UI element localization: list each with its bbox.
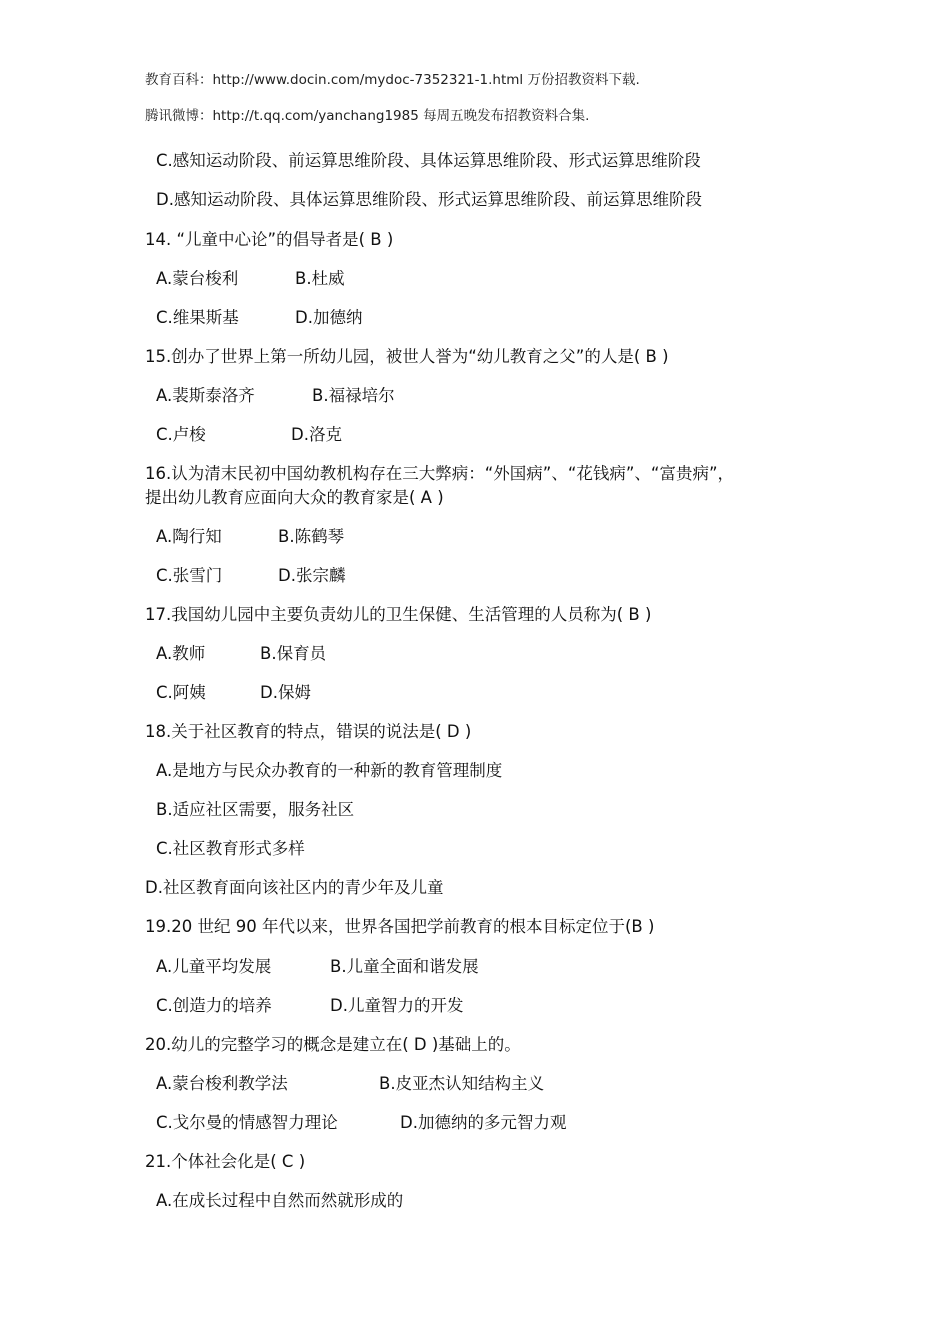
question-20-option-b: B.皮亚杰认知结构主义 bbox=[379, 1074, 545, 1093]
question-19-option-d: D.儿童智力的开发 bbox=[330, 996, 464, 1015]
question-20-option-a: A.蒙台梭利教学法 bbox=[156, 1074, 288, 1093]
question-17-option-a: A.教师 bbox=[156, 644, 206, 663]
question-21: 21.个体社会化是( C ) bbox=[145, 1152, 306, 1171]
question-14-option-d: D.加德纳 bbox=[295, 308, 363, 327]
question-21-option-a: A.在成长过程中自然而然就形成的 bbox=[156, 1191, 404, 1210]
question-15-option-a: A.裴斯泰洛齐 bbox=[156, 386, 255, 405]
question-16-line-1: 16.认为清末民初中国幼教机构存在三大弊病：“外国病”、“花钱病”、“富贵病”， bbox=[145, 464, 735, 483]
question-14: 14. “儿童中心论”的倡导者是( B ) bbox=[145, 230, 394, 249]
question-14-option-b: B.杜威 bbox=[295, 269, 345, 288]
question-16-option-d: D.张宗麟 bbox=[278, 566, 346, 585]
question-14-option-c: C.维果斯基 bbox=[156, 308, 239, 327]
question-18: 18.关于社区教育的特点，错误的说法是( D ) bbox=[145, 722, 472, 741]
question-17-option-d: D.保姆 bbox=[260, 683, 311, 702]
header-line-1: 教育百科：http://www.docin.com/mydoc-7352321-1.html 万份招教资料下载. bbox=[145, 72, 640, 88]
question-18-option-a: A.是地方与民众办教育的一种新的教育管理制度 bbox=[156, 761, 503, 780]
question-16-option-a: A.陶行知 bbox=[156, 527, 222, 546]
header-line-2: 腾讯微博：http://t.qq.com/yanchang1985 每周五晚发布招教资料合集. bbox=[145, 108, 590, 124]
question-17: 17.我国幼儿园中主要负责幼儿的卫生保健、生活管理的人员称为( B ) bbox=[145, 605, 652, 624]
question-17-option-b: B.保育员 bbox=[260, 644, 327, 663]
question-17-option-c: C.阿姨 bbox=[156, 683, 206, 702]
question-18-option-c: C.社区教育形式多样 bbox=[156, 839, 305, 858]
question-20-option-d: D.加德纳的多元智力观 bbox=[400, 1113, 567, 1132]
question-19: 19.20 世纪 90 年代以来，世界各国把学前教育的根本目标定位于(B ) bbox=[145, 917, 655, 936]
question-19-option-a: A.儿童平均发展 bbox=[156, 957, 272, 976]
question-19-option-c: C.创造力的培养 bbox=[156, 996, 272, 1015]
question-16-line-2: 提出幼儿教育应面向大众的教育家是( A ) bbox=[145, 488, 444, 507]
question-13-option-d: D.感知运动阶段、具体运算思维阶段、形式运算思维阶段、前运算思维阶段 bbox=[156, 190, 702, 209]
question-16-option-b: B.陈鹤琴 bbox=[278, 527, 345, 546]
question-15-option-b: B.福禄培尔 bbox=[312, 386, 395, 405]
question-20-option-c: C.戈尔曼的情感智力理论 bbox=[156, 1113, 338, 1132]
question-20: 20.幼儿的完整学习的概念是建立在( D )基础上的。 bbox=[145, 1035, 521, 1054]
question-14-option-a: A.蒙台梭利 bbox=[156, 269, 239, 288]
question-18-option-b: B.适应社区需要，服务社区 bbox=[156, 800, 355, 819]
question-16-option-c: C.张雪门 bbox=[156, 566, 223, 585]
question-15: 15.创办了世界上第一所幼儿园，被世人誉为“幼儿教育之父”的人是( B ) bbox=[145, 347, 669, 366]
question-15-option-d: D.洛克 bbox=[291, 425, 342, 444]
question-13-option-c: C.感知运动阶段、前运算思维阶段、具体运算思维阶段、形式运算思维阶段 bbox=[156, 151, 701, 170]
question-15-option-c: C.卢梭 bbox=[156, 425, 206, 444]
question-18-option-d: D.社区教育面向该社区内的青少年及儿童 bbox=[145, 878, 444, 897]
question-19-option-b: B.儿童全面和谐发展 bbox=[330, 957, 479, 976]
